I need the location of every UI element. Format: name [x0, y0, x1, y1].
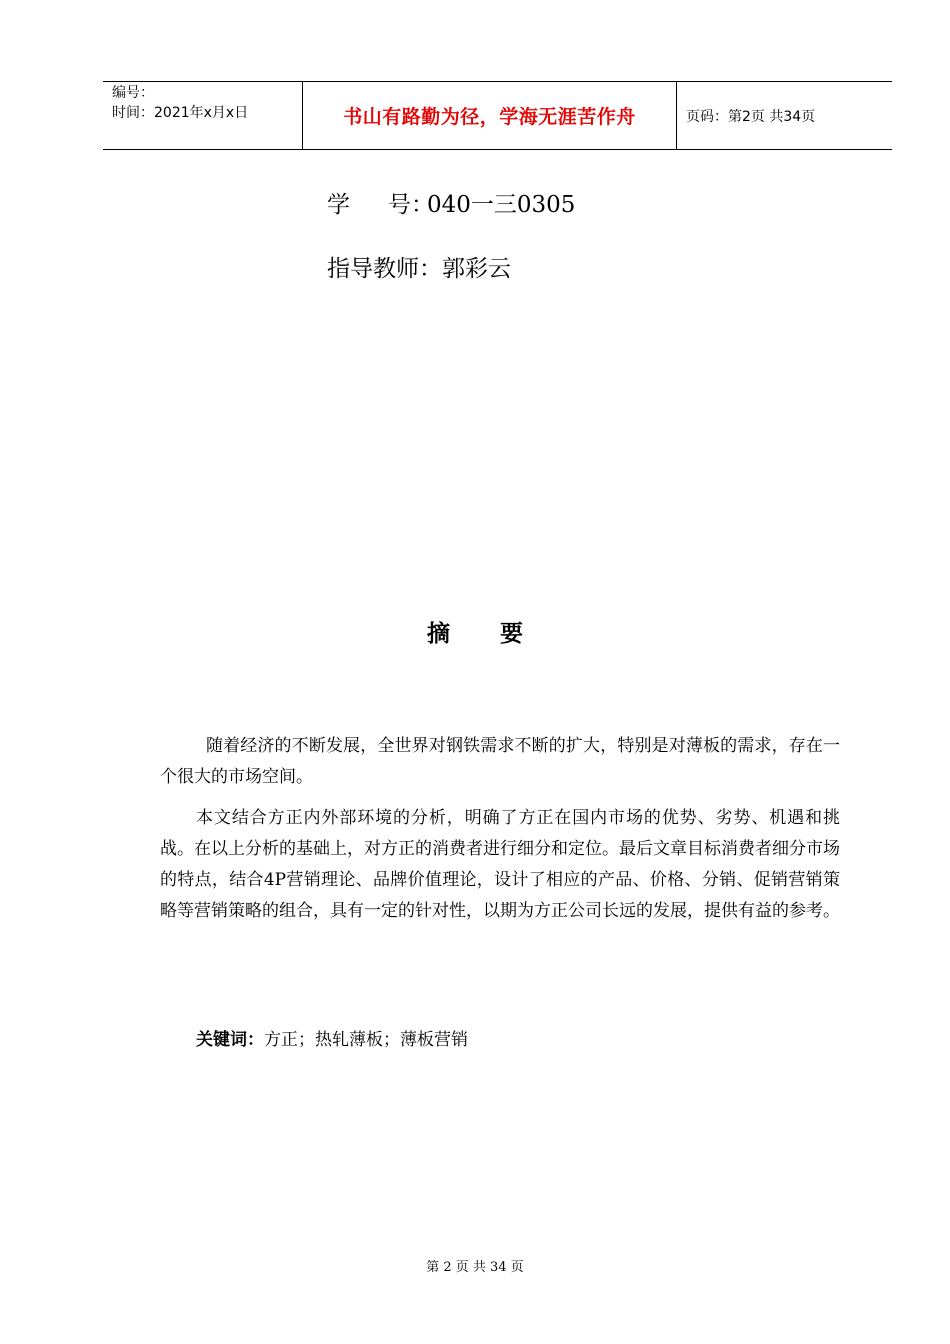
keywords-value: 方正；热轧薄板；薄板营销 [264, 1030, 468, 1050]
page-footer: 第 2 页 共 34 页 [426, 1260, 524, 1275]
abstract-paragraph-2: 本文结合方正内外部环境的分析，明确了方正在国内市场的优势、劣势、机遇和挑战。在以上分析的基础上，对方正的消费者进行细分和定位。最后文章目标消费者细分市场的特点，结合4P营销理论、品牌价值理论，设计了相应的产品、价格、分销、促销营销策略等营销策略的组合，具有一定的针对性，以期为方正公司长远的发展，提供有益的参考。 [160, 808, 840, 921]
number-label: 编号： [112, 85, 154, 101]
page-header [103, 81, 892, 150]
header-page-info [677, 82, 892, 149]
abstract-paragraph-1: 随着经济的不断发展，全世界对钢铁需求不断的扩大，特别是对薄板的需求，存在一个很大的市场空间。 [160, 736, 840, 787]
page-info-text: 页码：第2页 共34页 [686, 108, 816, 125]
time-label: 时间：2021年x月x日 [112, 105, 249, 121]
keywords-line [196, 1026, 468, 1054]
advisor-label: 指导教师： [327, 256, 442, 282]
keywords-label: 关键词： [196, 1030, 264, 1050]
advisor-name: 郭彩云 [442, 256, 511, 282]
header-motto-cell [303, 82, 677, 149]
student-id-value: 040一三0305 [427, 192, 576, 218]
student-id-label: 学 号： [327, 192, 434, 218]
student-id-line [327, 190, 575, 220]
header-meta [103, 82, 303, 149]
advisor-line [327, 254, 511, 284]
abstract-title: 摘 要 [427, 621, 523, 647]
motto-text: 书山有路勤为径，学海无涯苦作舟 [343, 106, 636, 128]
